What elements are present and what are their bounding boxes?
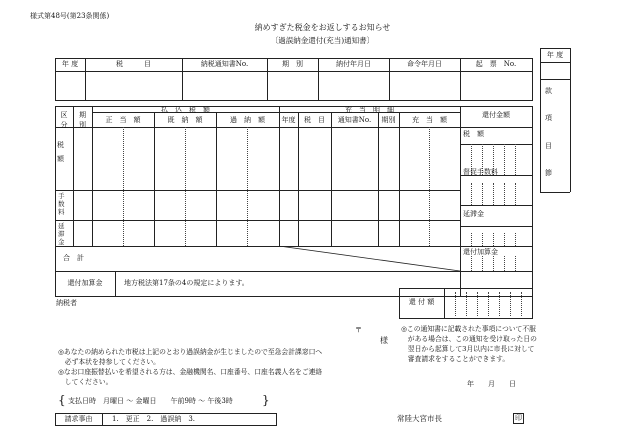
seal-mark: 印 — [515, 414, 522, 422]
note-right-3: 翌日から起算して3月以内に市長に対して — [401, 345, 535, 353]
side-detail: 節 — [545, 169, 552, 177]
row-label-tax: 税 額 — [57, 141, 64, 163]
side-section: 款 — [545, 87, 552, 95]
issuer-name: 常陸大宮市長 — [397, 414, 442, 423]
header-paid-group: 払 込 税 額 — [161, 106, 210, 114]
header-applied-group: 充 当 明 細 — [345, 106, 394, 114]
top-header-notice-no: 納税通知書No. — [200, 60, 249, 68]
header-overpaid: 過 納 額 — [230, 116, 265, 124]
header-correct-amount: 正 当 額 — [105, 116, 141, 124]
top-header-tax: 税 目 — [116, 60, 151, 68]
addition-text: 地方税法第17条の4の規定によります。 — [124, 279, 249, 287]
payer-label: 納税者 — [56, 299, 77, 307]
header-category: 区 分 — [60, 111, 68, 129]
note-left-1a: ◎あなたの納められた市税は上記のとおり過誤納金が生じましたので至急会計課窓口へ — [58, 348, 323, 356]
top-header-year: 年 度 — [61, 60, 79, 68]
refund-label-delay: 延滞金 — [463, 210, 484, 218]
refund-payment-label: 還 付 額 — [408, 298, 435, 306]
header-applied-notice: 通知書No. — [337, 116, 372, 124]
note-left-2a: ◎なお口座振替払いを希望される方は、金融機関名、口座番号、口座名義人名をご連絡 — [58, 368, 323, 376]
header-refund-amount: 還付金額 — [482, 111, 510, 119]
payer-honorific: 様 — [380, 336, 388, 345]
row-label-total: 合 計 — [63, 254, 84, 262]
addition-label: 還付加算金 — [67, 279, 103, 287]
top-header-order-date: 命令年月日 — [407, 60, 442, 68]
refund-label-fee: 督促手数料 — [463, 168, 498, 176]
issue-date: 年 月 日 — [467, 380, 516, 388]
note-left-1b: 必ず本状を持参してください。 — [58, 358, 160, 366]
payment-hours: 支払日時 月曜日 ～ 金曜日 午前9時 ～ 午後3時 — [68, 397, 233, 405]
row-label-delay: 延 滞 金 — [58, 222, 65, 246]
top-header-period: 期 別 — [282, 60, 303, 68]
header-applied-amount: 充 当 額 — [412, 116, 447, 124]
header-already-paid: 既 納 額 — [167, 116, 203, 124]
refund-label-addition: 還付加算金 — [463, 248, 498, 256]
total-row-diagonal — [279, 246, 460, 271]
header-term: 期 別 — [79, 111, 86, 129]
header-applied-term: 期別 — [381, 116, 396, 124]
refund-label-tax: 税 額 — [463, 130, 484, 138]
payment-hours-bracket-right: } — [262, 393, 270, 407]
document-title: 納めすぎた税金をお返しするお知らせ — [254, 23, 391, 32]
document-subtitle: 〔過誤納金還付(充当)通知書〕 — [270, 36, 375, 45]
form-number: 様式第48号(第23条関係) — [30, 12, 110, 20]
reason-values: 1. 更正 2. 過誤納 3. — [112, 415, 196, 423]
note-left-2b: してください。 — [58, 378, 113, 386]
top-header-pay-date: 納付年月日 — [336, 60, 371, 68]
header-applied-year: 年度 — [281, 116, 296, 124]
row-label-fee: 手 数 料 — [58, 192, 65, 216]
side-item: 項 — [545, 114, 552, 122]
side-year: 年 度 — [546, 51, 564, 59]
postal-mark: 〒 — [355, 326, 362, 334]
note-right-4: 審査請求をすることができます。 — [401, 355, 510, 363]
header-applied-tax: 税 目 — [304, 116, 325, 124]
note-right-1: ◎この通知書に記載された事項について不服 — [401, 325, 536, 333]
payment-hours-bracket-left: { — [58, 393, 66, 407]
side-subitem: 目 — [545, 142, 552, 150]
top-header-ticket-no: 起 票 No. — [475, 60, 517, 68]
note-right-2: がある場合は、この通知を受け取った日の — [401, 335, 537, 343]
reason-label: 請求事由 — [64, 415, 93, 423]
